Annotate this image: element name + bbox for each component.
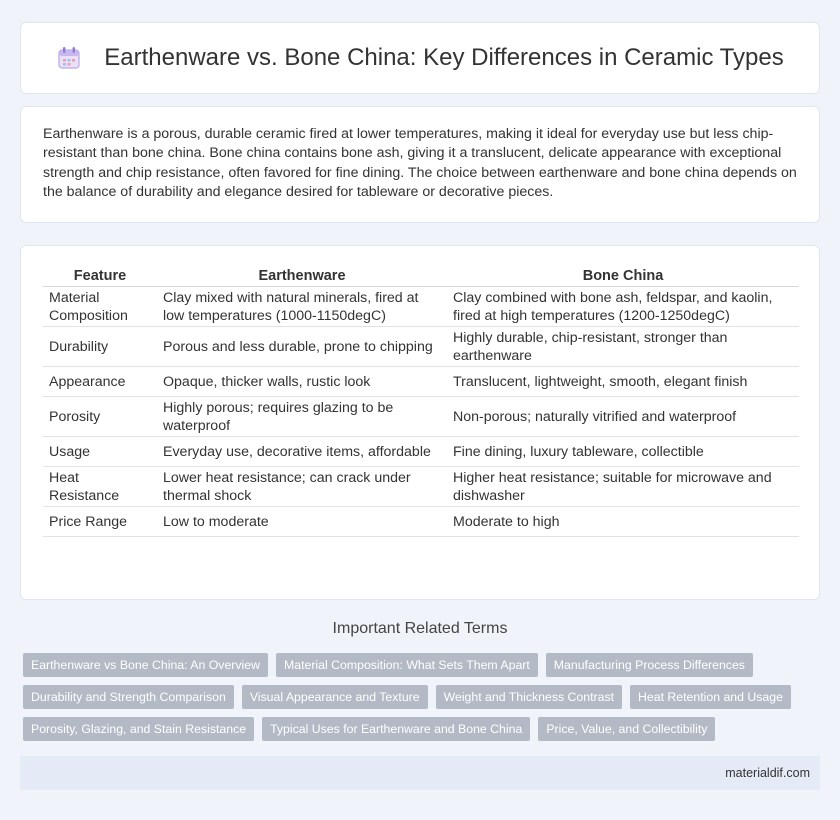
table-cell: Porosity — [43, 397, 157, 437]
table-cell: Highly durable, chip-resistant, stronger than earthenware — [447, 327, 799, 367]
title-card — [20, 22, 820, 94]
tag-overview[interactable]: Earthenware vs Bone China: An Overview — [23, 653, 268, 677]
comparison-table — [43, 264, 799, 537]
header-feature: Feature — [43, 264, 157, 287]
table-cell: Lower heat resistance; can crack under thermal shock — [157, 467, 447, 507]
table-cell: Fine dining, luxury tableware, collectible — [447, 437, 799, 467]
page-title: Earthenware vs. Bone China: Key Differences in Ceramic Types — [104, 44, 784, 71]
tag-heat-retention[interactable]: Heat Retention and Usage — [630, 685, 791, 709]
table-cell: Durability — [43, 327, 157, 367]
table-cell: Moderate to high — [447, 507, 799, 537]
tag-material-composition[interactable]: Material Composition: What Sets Them Apart — [276, 653, 538, 677]
table-cell: Non-porous; naturally vitrified and waterproof — [447, 397, 799, 437]
intro-paragraph: Earthenware is a porous, durable ceramic fired at lower temperatures, making it ideal for everyday use but less chip-resistant than bone china. Bone china contains bone ash, giving it a translucent, delicate appearance with exceptional strength and chip resistance, often favored for fine dining. The choice between earthenware and bone china depends on the balance of durability and elegance desired for tableware or decorative pieces. — [43, 126, 797, 200]
comparison-card — [20, 245, 820, 600]
tag-durability-strength[interactable]: Durability and Strength Comparison — [23, 685, 234, 709]
table-row — [43, 507, 799, 537]
table-cell: Heat Resistance — [43, 467, 157, 507]
table-cell: Higher heat resistance; suitable for microwave and dishwasher — [447, 467, 799, 507]
table-row — [43, 327, 799, 367]
footer-site-link[interactable]: materialdif.com — [725, 766, 810, 780]
calendar-icon — [56, 45, 82, 71]
table-cell: Price Range — [43, 507, 157, 537]
table-row — [43, 467, 799, 507]
table-cell: Appearance — [43, 367, 157, 397]
tag-manufacturing-process[interactable]: Manufacturing Process Differences — [546, 653, 753, 677]
table-cell: Low to moderate — [157, 507, 447, 537]
table-cell: Highly porous; requires glazing to be waterproof — [157, 397, 447, 437]
header-earthenware: Earthenware — [157, 264, 447, 287]
tag-typical-uses[interactable]: Typical Uses for Earthenware and Bone China — [262, 717, 530, 741]
table-row — [43, 287, 799, 327]
tag-visual-appearance[interactable]: Visual Appearance and Texture — [242, 685, 428, 709]
table-cell: Translucent, lightweight, smooth, elegant finish — [447, 367, 799, 397]
table-header-row — [43, 264, 799, 287]
tag-price-value[interactable]: Price, Value, and Collectibility — [538, 717, 715, 741]
table-cell: Usage — [43, 437, 157, 467]
table-cell: Clay combined with bone ash, feldspar, and kaolin, fired at high temperatures (1200-1250degC) — [447, 287, 799, 327]
table-cell: Clay mixed with natural minerals, fired at low temperatures (1000-1150degC) — [157, 287, 447, 327]
related-terms-tags — [23, 653, 823, 749]
table-cell: Material Composition — [43, 287, 157, 327]
tag-weight-thickness[interactable]: Weight and Thickness Contrast — [436, 685, 622, 709]
related-terms-title: Important Related Terms — [332, 620, 508, 637]
tag-porosity-glazing[interactable]: Porosity, Glazing, and Stain Resistance — [23, 717, 254, 741]
table-cell: Porous and less durable, prone to chipping — [157, 327, 447, 367]
table-row — [43, 437, 799, 467]
table-cell: Opaque, thicker walls, rustic look — [157, 367, 447, 397]
table-row — [43, 397, 799, 437]
table-cell: Everyday use, decorative items, affordable — [157, 437, 447, 467]
intro-card — [20, 106, 820, 223]
table-row — [43, 367, 799, 397]
header-bone-china: Bone China — [447, 264, 799, 287]
footer — [20, 756, 820, 790]
